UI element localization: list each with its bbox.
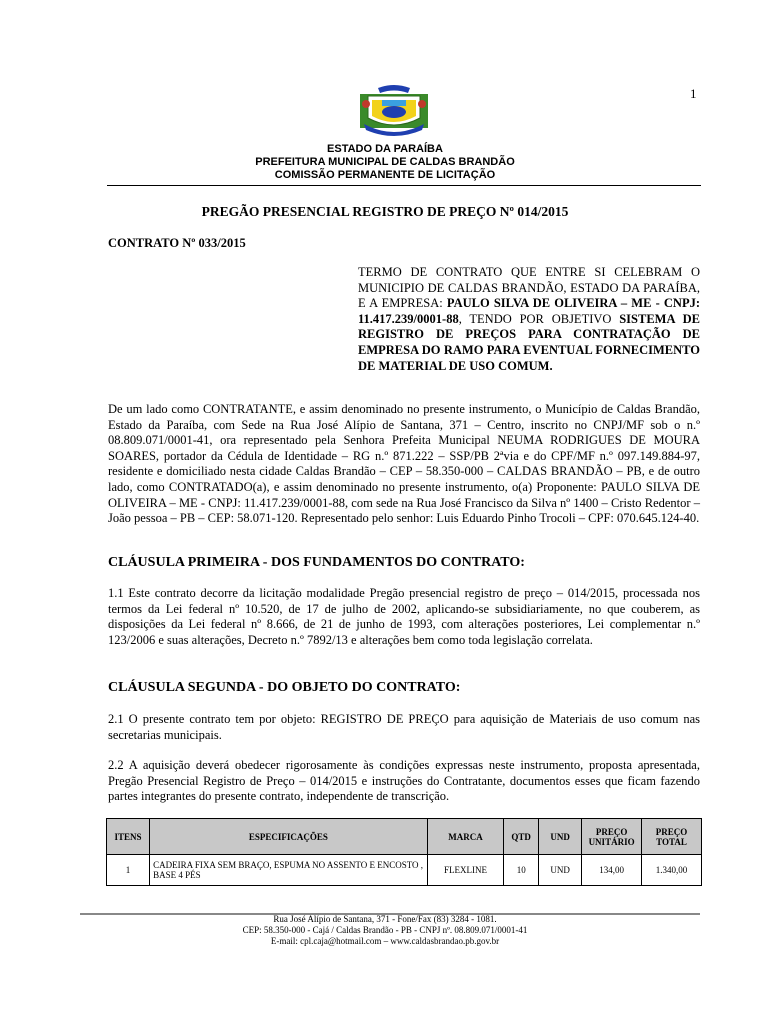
clause-two-heading: CLÁUSULA SEGUNDA - DO OBJETO DO CONTRATO: bbox=[108, 680, 461, 695]
footer-contact: E-mail: cpl.caja@hotmail.com – www.caldasbrandao.pb.gov.br bbox=[270, 936, 500, 946]
summary-object: SISTEMA DE REGISTRO DE PREÇOS PARA CONTRATAÇÃO DE EMPRESA DO RAMO PARA EVENTUAL FORNECIMENTO DE MATERIAL DE USO COMUM. bbox=[358, 311, 700, 373]
prefecture-name: PREFEITURA MUNICIPAL DE CALDAS BRANDÃO bbox=[255, 156, 515, 168]
document-header bbox=[0, 143, 770, 182]
clause-one-paragraph: 1.1 Este contrato decorre da licitação modalidade Pregão presencial registro de preço – 014/2015, processada nos termos da Lei federal nº 10.520, de 17 de julho de 2002, aplicando-se subsidiariamente, no que couberem, as disposições da Lei federal nº 8.666, de 21 de junho de 1993, com alterações posteriores, Lei complementar n.º 123/2006 e suas alterações, Decreto n.º 7892/13 e alterações bem como toda legislação correlata. bbox=[108, 586, 700, 647]
cell-unit: UND bbox=[539, 855, 582, 886]
clause-one-heading: CLÁUSULA PRIMEIRA - DOS FUNDAMENTOS DO CONTRATO: bbox=[108, 555, 525, 570]
summary-mid: , TENDO POR OBJETIVO bbox=[458, 311, 620, 326]
clause-two-paragraph-2: 2.2 A aquisição deverá obedecer rigorosamente às condições expressas neste instrumento, proposta apresentada, Pregão Presencial Registro de Preço – 014/2015 e instruções do Contratante, documentos esses que ficam fazendo partes integrantes do presente contrato, independente de transcrição. bbox=[108, 758, 700, 804]
page-number: 1 bbox=[690, 86, 697, 101]
header-preco-total: PREÇO TOTAL bbox=[642, 819, 702, 855]
cell-unit-price: 134,00 bbox=[582, 855, 642, 886]
table-header-row bbox=[107, 819, 702, 855]
cell-total-price: 1.340,00 bbox=[642, 855, 702, 886]
cell-item: 1 bbox=[107, 855, 150, 886]
header-especificacoes: ESPECIFICAÇÕES bbox=[150, 819, 428, 855]
municipal-crest-icon bbox=[358, 84, 430, 136]
header-marca: MARCA bbox=[427, 819, 504, 855]
header-qtd: QTD bbox=[504, 819, 539, 855]
preamble-paragraph: De um lado como CONTRATANTE, e assim denominado no presente instrumento, o Município de Caldas Brandão, Estado da Paraíba, com Sede na Rua José Alípio de Santana, 371 – Centro, inscrito no CNPJ/MF sob o n.º 08.809.071/0001-41, ora representado pela Senhora Prefeita Municipal NEUMA RODRIGUES DE MOURA SOARES, portador da Cédula de Identidade – RG n.º 871.222 – SSP/PB 2ªvia e do CPF/MF n.º 097.149.884-97, residente e domiciliado nesta cidade Caldas Brandão – CEP – 58.350-000 – CALDAS BRANDÃO – PB, e de outro lado, como CONTRATADO(a), e assim denominado no presente instrumento, o(a) Proponente: PAULO SILVA DE OLIVEIRA – ME - CNPJ: 11.417.239/0001-88, com sede na Rua José Francisco da Silva nº 1400 – Cristo Redentor – João pessoa – PB – CEP: 58.071-120. Representado pelo senhor: Luis Eduardo Pinho Trocoli – CPF: 070.645.124-40. bbox=[108, 402, 700, 526]
commission-name: COMISSÃO PERMANENTE DE LICITAÇÃO bbox=[274, 169, 496, 181]
footer-cep-cnpj: CEP: 58.350-000 - Cajá / Caldas Brandão - PB - CNPJ nº. 08.809.071/0001-41 bbox=[242, 925, 528, 935]
footer-address: Rua José Alípio de Santana, 371 - Fone/Fax (83) 3284 - 1081. bbox=[273, 914, 497, 924]
table-row bbox=[107, 855, 702, 886]
header-itens: ITENS bbox=[107, 819, 150, 855]
header-und: UND bbox=[539, 819, 582, 855]
header-divider bbox=[107, 185, 701, 186]
contract-summary bbox=[358, 265, 700, 374]
clause-two-paragraph-1: 2.1 O presente contrato tem por objeto: REGISTRO DE PREÇO para aquisição de Materiais de uso comum nas secretarias municipais. bbox=[108, 712, 700, 742]
document-footer bbox=[0, 914, 770, 947]
state-name: ESTADO DA PARAÍBA bbox=[327, 143, 443, 155]
cell-specification: CADEIRA FIXA SEM BRAÇO, ESPUMA NO ASSENTO E ENCOSTO , BASE 4 PÉS bbox=[150, 855, 428, 886]
document-title: PREGÃO PRESENCIAL REGISTRO DE PREÇO Nº 014/2015 bbox=[201, 204, 569, 219]
contract-number: CONTRATO Nº 033/2015 bbox=[108, 236, 246, 250]
items-table bbox=[106, 818, 702, 886]
header-preco-unitario: PREÇO UNITÁRIO bbox=[582, 819, 642, 855]
cell-brand: FLEXLINE bbox=[427, 855, 504, 886]
cell-quantity: 10 bbox=[504, 855, 539, 886]
summary-company: PAULO SILVA DE OLIVEIRA – ME - CNPJ: 11.417.239/0001-88 bbox=[358, 296, 700, 326]
summary-text: TERMO DE CONTRATO QUE ENTRE SI CELEBRAM O MUNICIPIO DE CALDAS BRANDÃO, ESTADO DA PARAÍBA, E A EMPRESA: bbox=[358, 265, 700, 311]
